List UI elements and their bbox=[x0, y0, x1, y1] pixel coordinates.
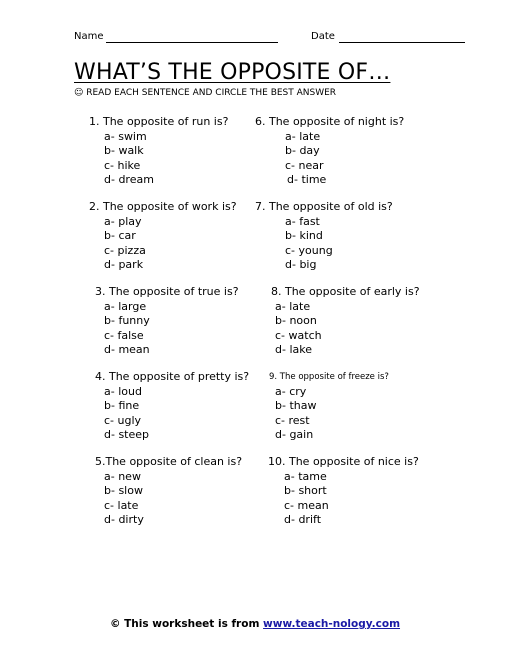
option-a[interactable]: a- cry bbox=[275, 384, 307, 398]
option-c[interactable]: c- mean bbox=[284, 498, 329, 512]
question-stem: 1. The opposite of run is? bbox=[89, 115, 229, 128]
option-a[interactable]: a- fast bbox=[285, 214, 320, 228]
question-3 bbox=[95, 285, 239, 358]
question-2 bbox=[89, 200, 237, 273]
question-stem: 9. The opposite of freeze is? bbox=[269, 372, 389, 382]
footer-credit bbox=[0, 618, 510, 630]
name-field-line[interactable] bbox=[106, 42, 278, 43]
question-6 bbox=[255, 115, 404, 188]
option-c[interactable]: c- rest bbox=[275, 413, 310, 427]
option-d[interactable]: d- gain bbox=[275, 428, 314, 442]
option-b[interactable]: b- slow bbox=[104, 484, 143, 498]
question-stem: 8. The opposite of early is? bbox=[271, 285, 420, 298]
option-c[interactable]: c- ugly bbox=[104, 413, 142, 427]
question-stem: 7. The opposite of old is? bbox=[255, 200, 393, 213]
question-4 bbox=[95, 370, 249, 443]
option-c[interactable]: c- hike bbox=[104, 158, 141, 172]
question-7 bbox=[255, 200, 393, 273]
option-b[interactable]: b- funny bbox=[104, 314, 150, 328]
option-d[interactable]: d- big bbox=[285, 258, 317, 272]
question-stem: 6. The opposite of night is? bbox=[255, 115, 405, 128]
option-d[interactable]: d- steep bbox=[104, 428, 150, 442]
question-stem: 4. The opposite of pretty is? bbox=[95, 370, 250, 383]
question-stem: 5.The opposite of clean is? bbox=[95, 455, 243, 468]
option-c[interactable]: c- late bbox=[104, 498, 139, 512]
option-c[interactable]: c- watch bbox=[275, 328, 322, 342]
option-c[interactable]: c- near bbox=[285, 158, 324, 172]
option-b[interactable]: b- day bbox=[285, 144, 320, 158]
option-b[interactable]: b- walk bbox=[104, 144, 144, 158]
option-a[interactable]: a- loud bbox=[104, 384, 142, 398]
option-c[interactable]: c- false bbox=[104, 328, 144, 342]
instructions: ☺ READ EACH SENTENCE AND CIRCLE THE BEST ANSWER bbox=[74, 88, 337, 98]
option-b[interactable]: b- thaw bbox=[275, 399, 317, 413]
option-a[interactable]: a- large bbox=[104, 299, 147, 313]
option-b[interactable]: b- noon bbox=[275, 314, 317, 328]
option-c[interactable]: c- pizza bbox=[104, 243, 146, 257]
option-d[interactable]: d- park bbox=[104, 258, 144, 272]
option-d[interactable]: d- lake bbox=[275, 343, 312, 357]
question-1 bbox=[89, 115, 228, 188]
option-d[interactable]: d- mean bbox=[104, 343, 150, 357]
option-a[interactable]: a- late bbox=[275, 299, 311, 313]
footer-prefix: © This worksheet is from bbox=[109, 618, 264, 630]
option-d[interactable]: d- time bbox=[287, 173, 327, 187]
question-stem: 2. The opposite of work is? bbox=[89, 200, 237, 213]
option-b[interactable]: b- car bbox=[104, 229, 136, 243]
question-5 bbox=[95, 455, 242, 528]
date-field-line[interactable] bbox=[339, 42, 465, 43]
option-a[interactable]: a- tame bbox=[284, 469, 327, 483]
option-a[interactable]: a- new bbox=[104, 469, 141, 483]
question-stem: 10. The opposite of nice is? bbox=[268, 455, 419, 468]
worksheet-title: WHAT’S THE OPPOSITE OF… bbox=[74, 60, 391, 85]
question-9 bbox=[269, 370, 389, 443]
option-b[interactable]: b- fine bbox=[104, 399, 140, 413]
question-8 bbox=[271, 285, 420, 358]
option-c[interactable]: c- young bbox=[285, 243, 333, 257]
date-label: Date bbox=[311, 31, 335, 42]
option-d[interactable]: d- dirty bbox=[104, 513, 144, 527]
option-a[interactable]: a- play bbox=[104, 214, 142, 228]
question-10 bbox=[268, 455, 419, 528]
option-b[interactable]: b- short bbox=[284, 484, 327, 498]
option-d[interactable]: d- drift bbox=[284, 513, 322, 527]
teach-nology-link[interactable]: www.teach-nology.com bbox=[263, 618, 401, 630]
option-a[interactable]: a- swim bbox=[104, 129, 147, 143]
question-stem: 3. The opposite of true is? bbox=[95, 285, 239, 298]
option-d[interactable]: d- dream bbox=[104, 173, 154, 187]
option-a[interactable]: a- late bbox=[285, 129, 321, 143]
option-b[interactable]: b- kind bbox=[285, 229, 323, 243]
name-label: Name bbox=[74, 31, 104, 42]
